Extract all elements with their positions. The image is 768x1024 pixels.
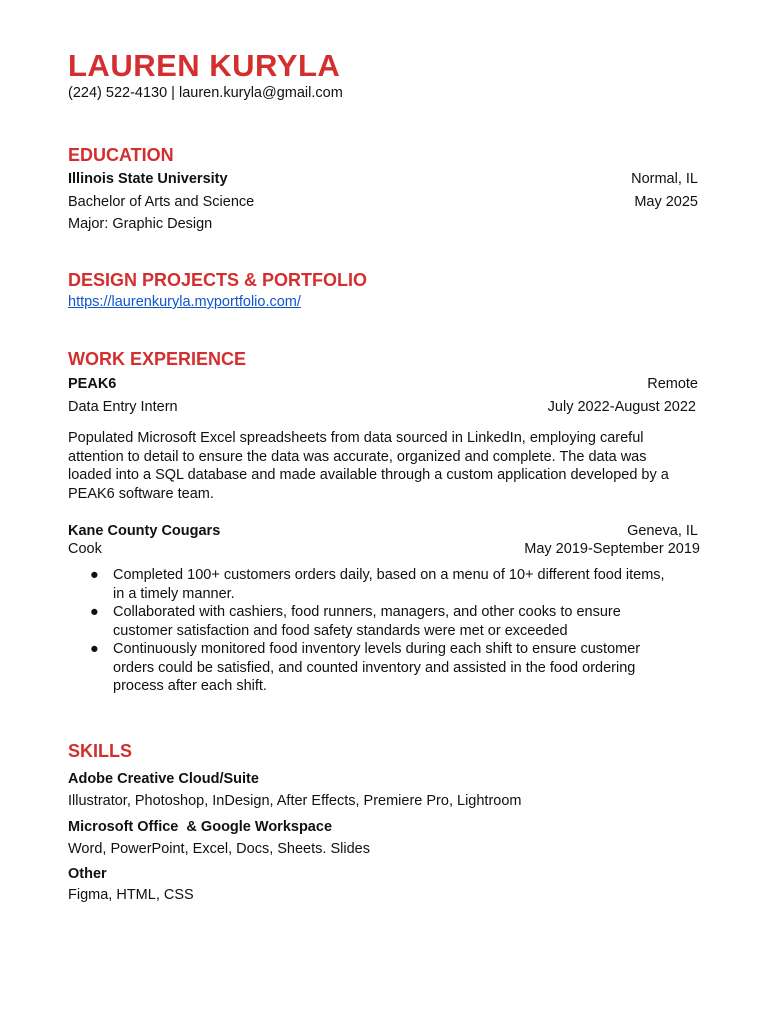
education-school: Illinois State University <box>68 171 228 187</box>
education-heading: EDUCATION <box>68 145 174 165</box>
bullet-icon: ● <box>90 641 99 657</box>
skills-heading: SKILLS <box>68 741 133 761</box>
bullet-icon: ● <box>90 604 99 620</box>
description-line: attention to detail to ensure the data was accurate, organized and complete. The data was <box>68 448 647 465</box>
job-company: Kane County Cougars <box>68 523 221 539</box>
job-location: Geneva, IL <box>627 523 698 539</box>
job-title: Cook <box>68 541 102 557</box>
job-title: Data Entry Intern <box>68 399 178 415</box>
job-company: PEAK6 <box>68 376 117 392</box>
contact-info: (224) 522-4130 | lauren.kuryla@gmail.com <box>68 85 343 101</box>
job-location: Remote <box>647 376 698 392</box>
job-bullet-list <box>68 566 708 696</box>
description-line: Populated Microsoft Excel spreadsheets from data sourced in LinkedIn, employing careful <box>68 430 644 446</box>
job-description <box>68 429 698 503</box>
description-line: loaded into a SQL database and made available through a custom application developed by a <box>68 467 669 483</box>
bullet-item <box>68 566 708 603</box>
bullet-line: Continuously monitored food inventory levels during each shift to ensure customer <box>113 641 641 657</box>
education-location: Normal, IL <box>631 171 698 187</box>
education-degree: Bachelor of Arts and Science <box>68 194 255 210</box>
bullet-line: process after each shift. <box>113 678 267 694</box>
job-dates: July 2022-August 2022 <box>547 399 696 415</box>
portfolio-heading: DESIGN PROJECTS & PORTFOLIO <box>68 270 368 290</box>
bullet-line: orders could be satisfied, and counted inventory and assisted in the food ordering <box>113 659 636 676</box>
bullet-item <box>68 640 708 696</box>
description-line: PEAK6 software team. <box>68 485 214 502</box>
work-heading: WORK EXPERIENCE <box>68 349 247 369</box>
skill-group-items: Figma, HTML, CSS <box>68 887 194 903</box>
education-date: May 2025 <box>634 194 698 210</box>
education-major: Major: Graphic Design <box>68 216 213 232</box>
bullet-line: Completed 100+ customers orders daily, based on a menu of 10+ different food items, <box>113 567 665 583</box>
skill-group-name: Microsoft Office & Google Workspace <box>68 819 333 835</box>
bullet-line: Collaborated with cashiers, food runners, managers, and other cooks to ensure <box>113 604 621 620</box>
candidate-name: LAUREN KURYLA <box>68 48 341 83</box>
skill-group-name: Adobe Creative Cloud/Suite <box>68 771 259 787</box>
bullet-item <box>68 603 708 640</box>
skill-group-items: Illustrator, Photoshop, InDesign, After Effects, Premiere Pro, Lightroom <box>68 793 522 809</box>
bullet-line: customer satisfaction and food safety standards were met or exceeded <box>113 622 568 639</box>
bullet-line: in a timely manner. <box>113 585 235 602</box>
skill-group-name: Other <box>68 866 107 882</box>
portfolio-link[interactable]: https://laurenkuryla.myportfolio.com/ <box>68 294 301 310</box>
job-dates: May 2019-September 2019 <box>524 541 700 557</box>
bullet-icon: ● <box>90 567 99 583</box>
skill-group-items: Word, PowerPoint, Excel, Docs, Sheets. Slides <box>68 841 370 857</box>
